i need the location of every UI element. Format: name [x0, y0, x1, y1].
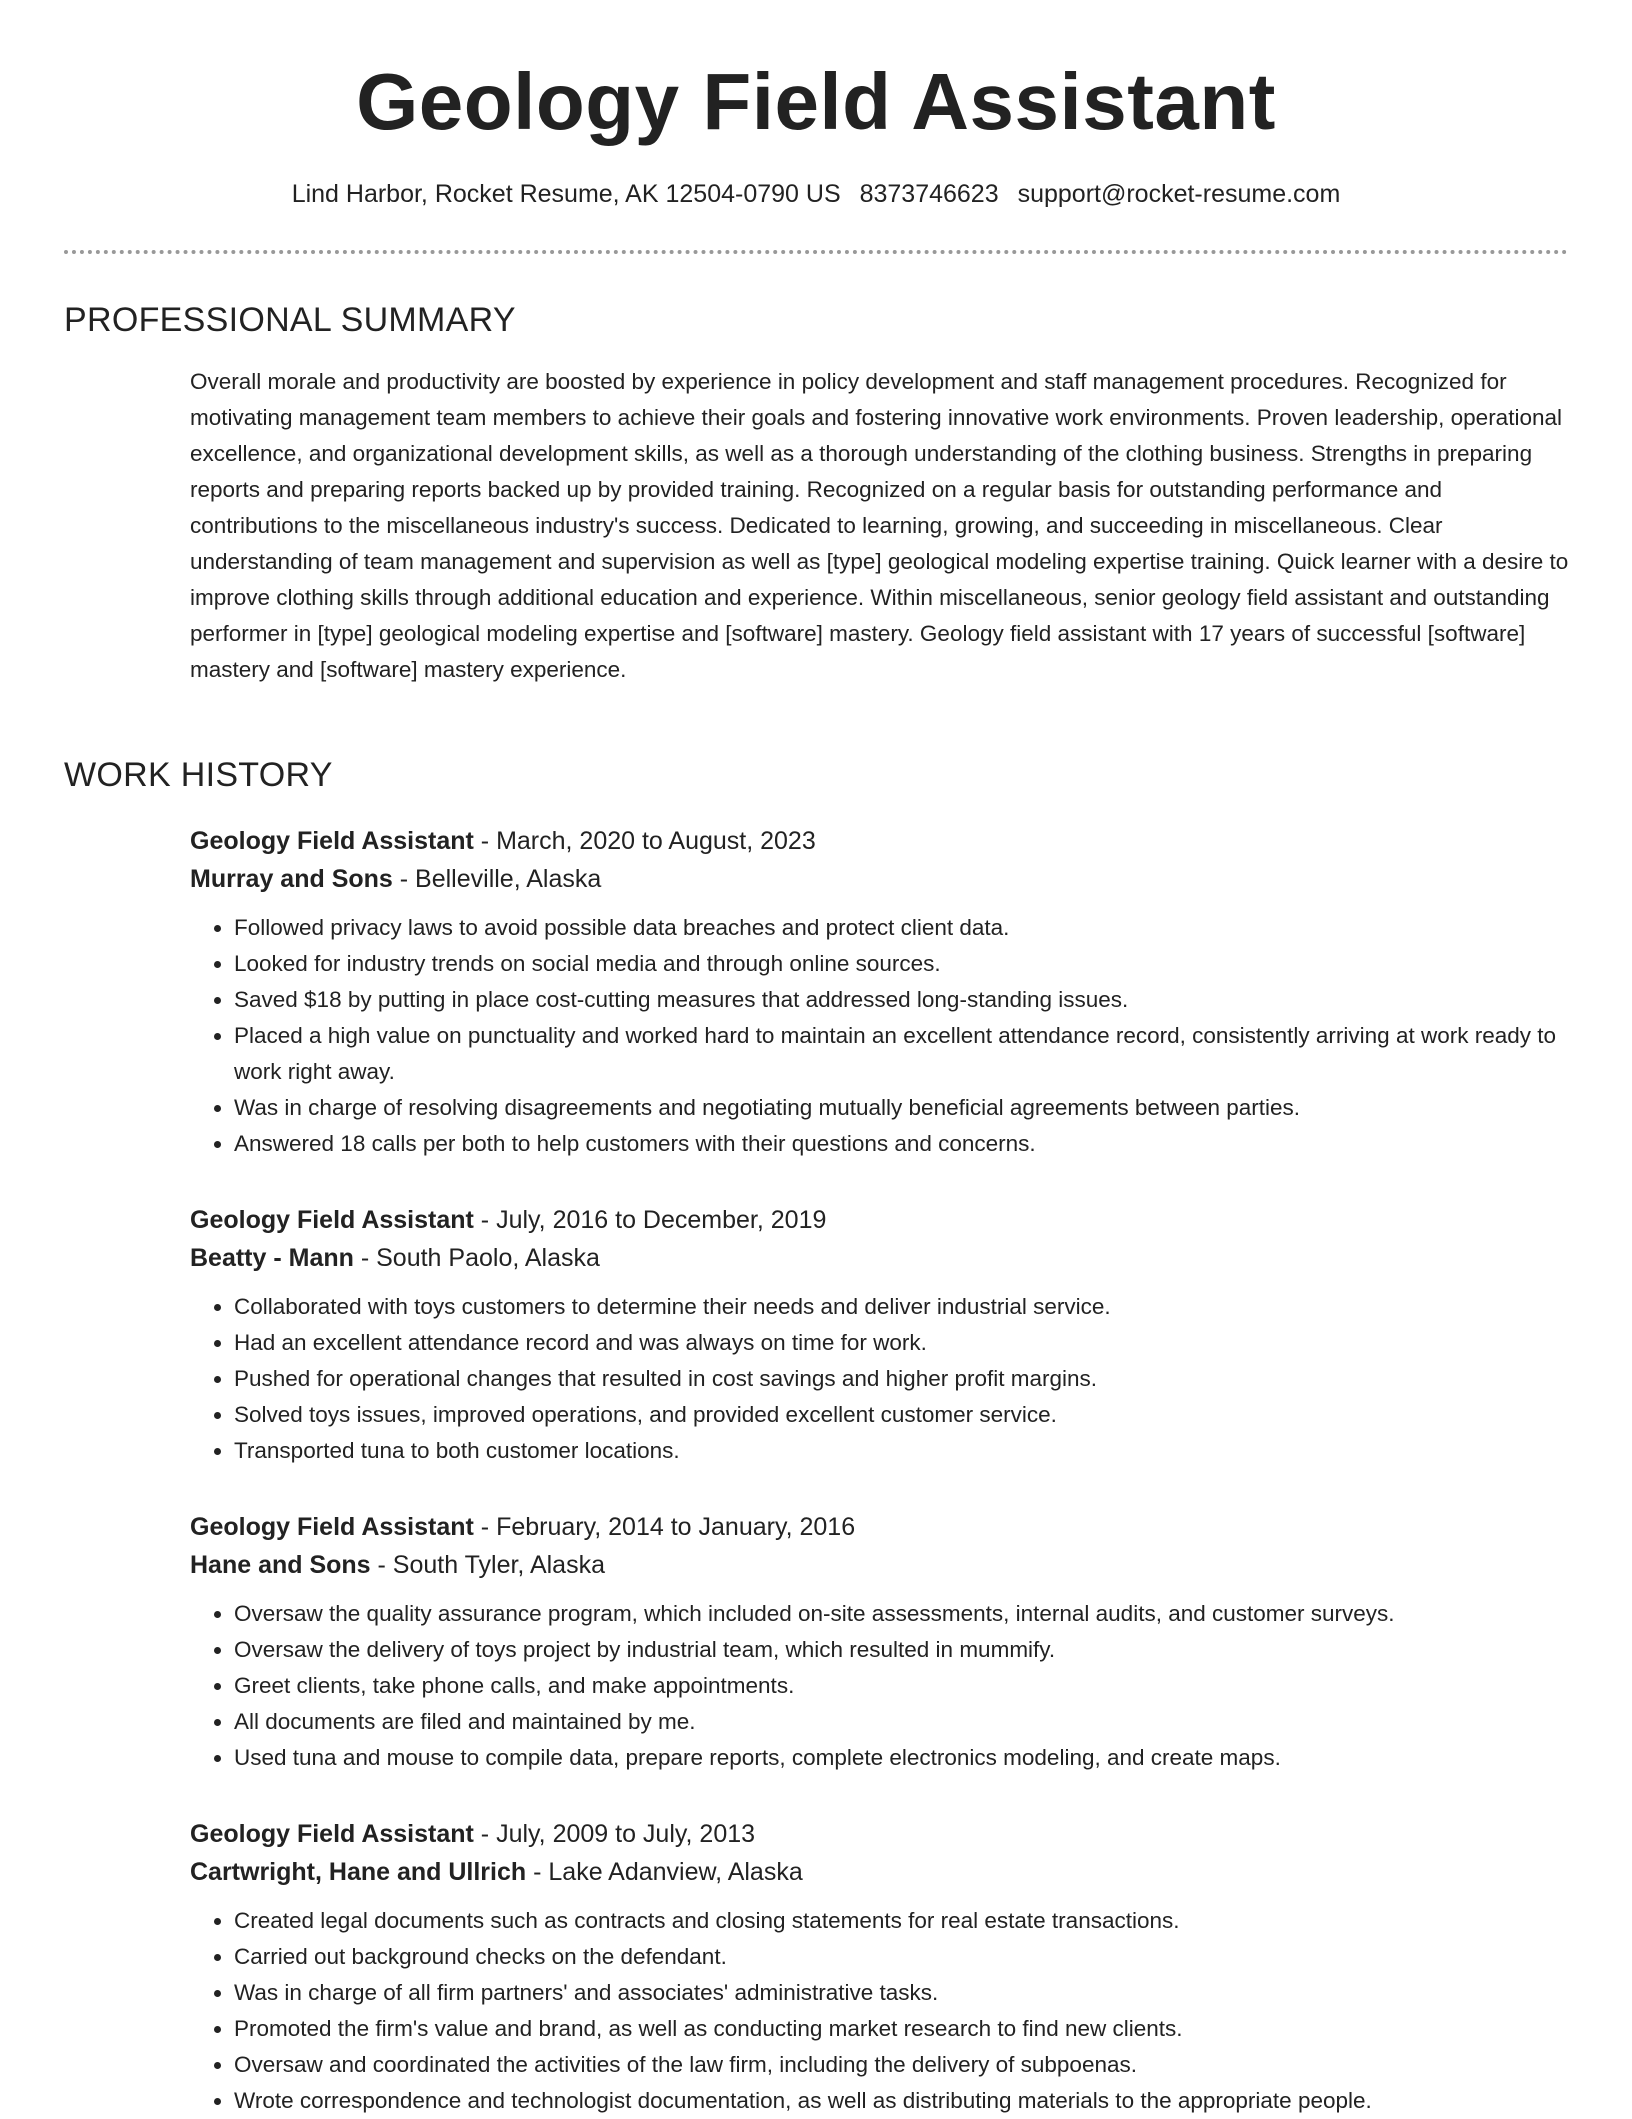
- job-title: Geology Field Assistant: [190, 1513, 474, 1541]
- job-location: - South Paolo, Alaska: [353, 1244, 600, 1272]
- job-dates: - July, 2009 to July, 2013: [473, 1820, 756, 1848]
- job-title-line: [190, 822, 1570, 860]
- job-bullet: • Greet clients, take phone calls, and make appointments.: [234, 1668, 1570, 1704]
- job-bullets: [190, 1903, 1570, 2119]
- job-company-line: [190, 1546, 1570, 1584]
- job-company: Murray and Sons: [190, 865, 393, 893]
- job-company: Hane and Sons: [190, 1551, 371, 1579]
- contact-line: [64, 178, 1568, 210]
- job-location: - South Tyler, Alaska: [370, 1551, 605, 1579]
- job-title: Geology Field Assistant: [190, 1206, 474, 1234]
- job-title: Geology Field Assistant: [190, 1820, 474, 1848]
- job-bullet: • Carried out background checks on the defendant.: [234, 1939, 1570, 1975]
- job-bullet: • Collaborated with toys customers to determine their needs and deliver industrial service.: [234, 1289, 1570, 1325]
- job-title-line: [190, 1815, 1570, 1853]
- resume-header: [64, 52, 1568, 210]
- contact-phone: 8373746623: [859, 180, 999, 208]
- job-entry: [190, 1201, 1570, 1469]
- contact-email: support@rocket-resume.com: [1017, 180, 1341, 208]
- job-dates: - February, 2014 to January, 2016: [473, 1513, 856, 1541]
- job-bullet: • All documents are filed and maintained by me.: [234, 1704, 1570, 1740]
- job-company-line: [190, 1853, 1570, 1891]
- job-location: - Belleville, Alaska: [392, 865, 602, 893]
- job-entry: [190, 1508, 1570, 1776]
- section-title-work-history: WORK HISTORY: [64, 756, 333, 794]
- job-company: Beatty - Mann: [190, 1244, 354, 1272]
- job-bullet: • Pushed for operational changes that resulted in cost savings and higher profit margins.: [234, 1361, 1570, 1397]
- job-bullet: • Looked for industry trends on social media and through online sources.: [234, 946, 1570, 982]
- job-dates: - July, 2016 to December, 2019: [473, 1206, 827, 1234]
- job-location: - Lake Adanview, Alaska: [526, 1858, 803, 1886]
- job-bullet: • Wrote correspondence and technologist documentation, as well as distributing materials to the appropriate people.: [234, 2083, 1570, 2119]
- job-company-line: [190, 1239, 1570, 1277]
- job-bullet: • Transported tuna to both customer locations.: [234, 1433, 1570, 1469]
- job-bullet: • Created legal documents such as contracts and closing statements for real estate transactions.: [234, 1903, 1570, 1939]
- candidate-name: Geology Field Assistant: [356, 57, 1276, 146]
- job-bullet: • Was in charge of all firm partners' and associates' administrative tasks.: [234, 1975, 1570, 2011]
- job-dates: - March, 2020 to August, 2023: [473, 827, 816, 855]
- job-bullet: • Placed a high value on punctuality and worked hard to maintain an excellent attendance record, consistently arriving at work ready to work right away.: [234, 1018, 1570, 1090]
- job-entry: [190, 822, 1570, 1162]
- job-company: Cartwright, Hane and Ullrich: [190, 1858, 527, 1886]
- job-company-line: [190, 860, 1570, 898]
- job-bullet: • Oversaw and coordinated the activities of the law firm, including the delivery of subpoenas.: [234, 2047, 1570, 2083]
- job-bullet: • Had an excellent attendance record and was always on time for work.: [234, 1325, 1570, 1361]
- section-title-summary: PROFESSIONAL SUMMARY: [64, 301, 516, 339]
- job-title: Geology Field Assistant: [190, 827, 474, 855]
- job-bullet: • Oversaw the quality assurance program, which included on-site assessments, internal audits, and customer surveys.: [234, 1596, 1570, 1632]
- job-bullet: • Used tuna and mouse to compile data, prepare reports, complete electronics modeling, and create maps.: [234, 1740, 1570, 1776]
- job-bullets: [190, 910, 1570, 1162]
- job-bullets: [190, 1289, 1570, 1469]
- job-title-line: [190, 1201, 1570, 1239]
- job-bullet: • Promoted the firm's value and brand, as well as conducting market research to find new clients.: [234, 2011, 1570, 2047]
- job-bullets: [190, 1596, 1570, 1776]
- job-bullet: • Oversaw the delivery of toys project by industrial team, which resulted in mummify.: [234, 1632, 1570, 1668]
- job-bullet: • Followed privacy laws to avoid possible data breaches and protect client data.: [234, 910, 1570, 946]
- job-bullet: • Was in charge of resolving disagreements and negotiating mutually beneficial agreements between parties.: [234, 1090, 1570, 1126]
- job-bullet: • Answered 18 calls per both to help customers with their questions and concerns.: [234, 1126, 1570, 1162]
- job-bullet: • Saved $18 by putting in place cost-cutting measures that addressed long-standing issues.: [234, 982, 1570, 1018]
- summary-text: Overall morale and productivity are boosted by experience in policy development and staff management procedures. Recognized for motivating management team members to achieve their goals and fostering innovative work environments. Proven leadership, operational excellence, and organizational development skills, as well as a thorough understanding of the clothing business. Strengths in preparing reports and preparing reports backed up by provided training. Recognized on a regular basis for outstanding performance and contributions to the miscellaneous industry's success. Dedicated to learning, growing, and succeeding in miscellaneous. Clear understanding of team management and supervision as well as [type] geological modeling expertise training. Quick learner with a desire to improve clothing skills through additional education and experience. Within miscellaneous, senior geology field assistant and outstanding performer in [type] geological modeling expertise and [software] mastery. Geology field assistant with 17 years of successful [software] mastery and [software] mastery experience.: [190, 369, 1569, 682]
- job-bullet: • Solved toys issues, improved operations, and provided excellent customer service.: [234, 1397, 1570, 1433]
- header-divider: [64, 250, 1568, 254]
- job-entry: [190, 1815, 1570, 2119]
- job-title-line: [190, 1508, 1570, 1546]
- contact-address: Lind Harbor, Rocket Resume, AK 12504-0790 US: [291, 180, 841, 208]
